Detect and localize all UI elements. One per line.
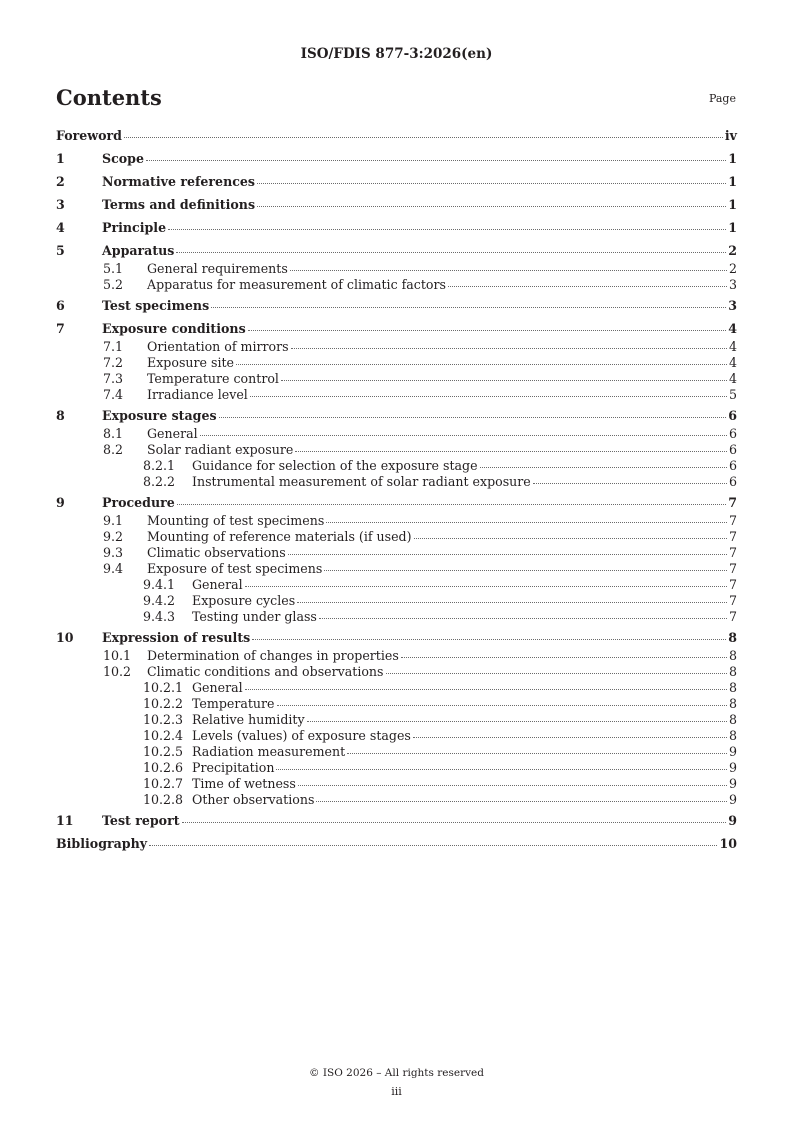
- toc-entry[interactable]: [56, 355, 737, 371]
- toc-entry[interactable]: [56, 680, 737, 696]
- toc-entry[interactable]: [56, 760, 737, 776]
- dot-leader: [252, 638, 726, 640]
- toc-entry-page: 7: [728, 561, 737, 576]
- toc-entry-number: 3: [56, 197, 65, 212]
- table-of-contents: [56, 128, 737, 854]
- toc-entry-title: Other observations: [192, 792, 315, 807]
- toc-entry-title: Mounting of test specimens: [147, 513, 325, 528]
- toc-entry-title: Scope: [102, 151, 144, 166]
- toc-entry-page: 8: [728, 664, 737, 679]
- toc-entry-title: Expression of results: [102, 630, 251, 645]
- toc-entry-page: 4: [728, 339, 737, 354]
- dot-leader: [401, 656, 727, 658]
- dot-leader: [288, 553, 727, 555]
- toc-entry-page: 1: [728, 197, 737, 212]
- toc-entry-number: 7.1: [103, 339, 124, 354]
- toc-entry-title: Procedure: [102, 495, 175, 510]
- toc-entry-number: 8.2: [103, 442, 124, 457]
- dot-leader: [257, 182, 726, 184]
- toc-entry-number: 5.1: [103, 261, 124, 276]
- toc-entry-number: 4: [56, 220, 65, 235]
- toc-entry-number: 5.2: [103, 277, 124, 292]
- toc-entry-page: 7: [728, 513, 737, 528]
- toc-entry-page: 9: [728, 744, 737, 759]
- toc-entry-page: 7: [728, 577, 737, 592]
- toc-entry-title: Exposure of test specimens: [147, 561, 323, 576]
- toc-entry-number: 9.1: [103, 513, 124, 528]
- toc-entry-number: 10.2.7: [143, 776, 184, 791]
- dot-leader: [219, 416, 727, 418]
- toc-entry-title: Apparatus: [102, 243, 175, 258]
- toc-entry-title: Solar radiant exposure: [147, 442, 294, 457]
- toc-entry[interactable]: [56, 630, 737, 648]
- toc-entry-title: Test specimens: [102, 298, 210, 313]
- toc-entry[interactable]: [56, 151, 737, 169]
- toc-entry-page: 1: [728, 220, 737, 235]
- toc-entry[interactable]: [56, 339, 737, 355]
- dot-leader: [281, 379, 727, 381]
- page-title: Contents: [56, 85, 162, 110]
- toc-entry-title: Principle: [102, 220, 167, 235]
- toc-entry-number: 10.2.1: [143, 680, 184, 695]
- toc-entry-number: 10.2.3: [143, 712, 184, 727]
- toc-entry-title: General: [147, 426, 198, 441]
- toc-entry[interactable]: [56, 458, 737, 474]
- toc-entry-page: 2: [728, 243, 737, 258]
- dot-leader: [307, 720, 727, 722]
- toc-entry-number: 9: [56, 495, 65, 510]
- toc-entry-page: 7: [728, 495, 737, 510]
- dot-leader: [149, 844, 717, 846]
- toc-entry-title: Temperature: [192, 696, 275, 711]
- toc-entry-page: 4: [728, 371, 737, 386]
- toc-entry[interactable]: [56, 593, 737, 609]
- toc-entry[interactable]: [56, 321, 737, 339]
- toc-entry-number: 8.1: [103, 426, 124, 441]
- toc-entry-number: 9.4: [103, 561, 124, 576]
- dot-leader: [250, 395, 727, 397]
- toc-entry[interactable]: [56, 408, 737, 426]
- toc-entry-number: 11: [56, 813, 74, 828]
- dot-leader: [295, 450, 727, 452]
- toc-entry-page: 6: [728, 426, 737, 441]
- toc-entry-number: 9.2: [103, 529, 124, 544]
- toc-entry-title: Determination of changes in properties: [147, 648, 399, 663]
- toc-entry-number: 10.2.8: [143, 792, 184, 807]
- toc-entry-page: 9: [728, 776, 737, 791]
- toc-entry[interactable]: [56, 261, 737, 277]
- toc-entry-page: 8: [728, 712, 737, 727]
- toc-entry-page: 4: [728, 321, 737, 336]
- toc-entry-title: Temperature control: [147, 371, 279, 386]
- dot-leader: [248, 329, 727, 331]
- dot-leader: [414, 537, 727, 539]
- toc-entry-title: Levels (values) of exposure stages: [192, 728, 411, 743]
- toc-entry[interactable]: [56, 174, 737, 192]
- toc-entry-page: 6: [728, 458, 737, 473]
- dot-leader: [319, 617, 727, 619]
- toc-entry[interactable]: [56, 474, 737, 490]
- toc-entry-page: 5: [728, 387, 737, 402]
- toc-entry-title: Irradiance level: [147, 387, 248, 402]
- toc-entry-page: 3: [728, 277, 737, 292]
- toc-entry[interactable]: [56, 387, 737, 403]
- toc-entry-number: 10.2: [103, 664, 132, 679]
- toc-entry-page: 7: [728, 609, 737, 624]
- toc-entry-page: 7: [728, 545, 737, 560]
- toc-entry[interactable]: [56, 277, 737, 293]
- toc-entry-number: 2: [56, 174, 65, 189]
- toc-entry-number: 9.4.1: [143, 577, 176, 592]
- toc-entry-number: 7.4: [103, 387, 124, 402]
- toc-entry[interactable]: [56, 648, 737, 664]
- dot-leader: [277, 704, 727, 706]
- toc-entry-number: 7.3: [103, 371, 124, 386]
- toc-entry[interactable]: [56, 243, 737, 261]
- toc-entry-page: 8: [728, 680, 737, 695]
- toc-entry[interactable]: [56, 696, 737, 712]
- dot-leader: [297, 601, 727, 603]
- toc-entry-title: Mounting of reference materials (if used): [147, 529, 412, 544]
- dot-leader: [257, 205, 726, 207]
- toc-entry[interactable]: [56, 577, 737, 593]
- dot-leader: [276, 768, 727, 770]
- toc-entry-number: 8.2.2: [143, 474, 176, 489]
- toc-entry-number: 8.2.1: [143, 458, 176, 473]
- dot-leader: [448, 285, 727, 287]
- toc-entry-title: Orientation of mirrors: [147, 339, 289, 354]
- toc-entry-number: 6: [56, 298, 65, 313]
- toc-entry-page: 3: [728, 298, 737, 313]
- toc-entry-title: Terms and definitions: [102, 197, 256, 212]
- toc-entry-title: Foreword: [56, 128, 122, 143]
- toc-entry-title: Bibliography: [56, 836, 148, 851]
- toc-entry-number: 7: [56, 321, 65, 336]
- document-header: ISO/FDIS 877-3:2026(en): [300, 46, 493, 62]
- dot-leader: [347, 752, 727, 754]
- toc-entry[interactable]: [56, 298, 737, 316]
- toc-entry-page: 6: [728, 442, 737, 457]
- dot-leader: [326, 521, 727, 523]
- toc-entry[interactable]: [56, 813, 737, 831]
- toc-entry[interactable]: [56, 776, 737, 792]
- toc-entry-title: General requirements: [147, 261, 288, 276]
- toc-entry-title: Climatic observations: [147, 545, 286, 560]
- toc-entry-title: Relative humidity: [192, 712, 305, 727]
- toc-entry[interactable]: [56, 664, 737, 680]
- toc-entry[interactable]: [56, 529, 737, 545]
- toc-entry-page: 8: [728, 696, 737, 711]
- toc-entry-title: Radiation measurement: [192, 744, 346, 759]
- dot-leader: [124, 136, 723, 138]
- toc-entry-title: Exposure stages: [102, 408, 217, 423]
- toc-entry-title: Normative references: [102, 174, 256, 189]
- toc-entry-page: 10: [719, 836, 737, 851]
- dot-leader: [177, 503, 726, 505]
- toc-entry[interactable]: [56, 545, 737, 561]
- toc-entry-number: 10: [56, 630, 74, 645]
- toc-entry-title: Time of wetness: [192, 776, 296, 791]
- dot-leader: [291, 347, 727, 349]
- dot-leader: [245, 688, 727, 690]
- toc-entry-number: 9.3: [103, 545, 124, 560]
- toc-entry-number: 5: [56, 243, 65, 258]
- toc-entry-page: 6: [728, 474, 737, 489]
- toc-entry-page: 1: [728, 151, 737, 166]
- toc-entry-title: Test report: [102, 813, 180, 828]
- dot-leader: [316, 800, 727, 802]
- toc-entry[interactable]: [56, 128, 737, 146]
- dot-leader: [176, 251, 726, 253]
- toc-entry[interactable]: [56, 442, 737, 458]
- toc-entry-number: 1: [56, 151, 65, 166]
- toc-entry-title: General: [192, 577, 243, 592]
- toc-entry-number: 10.2.2: [143, 696, 184, 711]
- toc-entry-title: General: [192, 680, 243, 695]
- toc-entry-page: 2: [728, 261, 737, 276]
- toc-entry-page: 9: [728, 813, 737, 828]
- toc-entry-page: iv: [724, 128, 737, 143]
- toc-entry-number: 8: [56, 408, 65, 423]
- toc-entry[interactable]: [56, 728, 737, 744]
- toc-entry[interactable]: [56, 426, 737, 442]
- dot-leader: [182, 821, 727, 823]
- toc-entry[interactable]: [56, 836, 737, 854]
- dot-leader: [245, 585, 727, 587]
- dot-leader: [480, 466, 727, 468]
- toc-entry[interactable]: [56, 197, 737, 215]
- dot-leader: [168, 228, 726, 230]
- page-column-label: Page: [708, 92, 736, 105]
- toc-entry-title: Exposure conditions: [102, 321, 246, 336]
- page-number: iii: [391, 1085, 402, 1098]
- toc-entry-page: 8: [728, 728, 737, 743]
- toc-entry-page: 7: [728, 593, 737, 608]
- toc-entry-number: 7.2: [103, 355, 124, 370]
- dot-leader: [324, 569, 727, 571]
- toc-entry[interactable]: [56, 371, 737, 387]
- toc-entry-page: 7: [728, 529, 737, 544]
- dot-leader: [386, 672, 727, 674]
- toc-entry-title: Guidance for selection of the exposure stage: [192, 458, 478, 473]
- toc-entry[interactable]: [56, 712, 737, 728]
- toc-entry-page: 6: [728, 408, 737, 423]
- toc-entry[interactable]: [56, 561, 737, 577]
- toc-entry[interactable]: [56, 744, 737, 760]
- toc-entry-title: Apparatus for measurement of climatic factors: [147, 277, 446, 292]
- dot-leader: [413, 736, 727, 738]
- toc-entry-number: 9.4.2: [143, 593, 176, 608]
- toc-entry-page: 9: [728, 760, 737, 775]
- toc-entry[interactable]: [56, 220, 737, 238]
- toc-entry-title: Exposure cycles: [192, 593, 296, 608]
- dot-leader: [200, 434, 727, 436]
- toc-entry-page: 8: [728, 630, 737, 645]
- toc-entry-title: Instrumental measurement of solar radiant exposure: [192, 474, 531, 489]
- toc-entry-number: 10.2.6: [143, 760, 184, 775]
- dot-leader: [146, 159, 726, 161]
- toc-entry[interactable]: [56, 495, 737, 513]
- toc-entry-page: 8: [728, 648, 737, 663]
- toc-entry-number: 10.2.5: [143, 744, 184, 759]
- dot-leader: [236, 363, 727, 365]
- toc-entry[interactable]: [56, 609, 737, 625]
- toc-entry-page: 1: [728, 174, 737, 189]
- toc-entry-title: Precipitation: [192, 760, 275, 775]
- toc-entry[interactable]: [56, 513, 737, 529]
- dot-leader: [211, 306, 726, 308]
- toc-entry-page: 4: [728, 355, 737, 370]
- toc-entry-page: 9: [728, 792, 737, 807]
- toc-entry-number: 9.4.3: [143, 609, 176, 624]
- dot-leader: [290, 269, 727, 271]
- dot-leader: [298, 784, 727, 786]
- dot-leader: [533, 482, 727, 484]
- toc-entry-title: Testing under glass: [192, 609, 317, 624]
- toc-entry-title: Exposure site: [147, 355, 234, 370]
- toc-entry[interactable]: [56, 792, 737, 808]
- toc-entry-number: 10.1: [103, 648, 132, 663]
- copyright-notice: © ISO 2026 – All rights reserved: [309, 1067, 484, 1079]
- toc-entry-title: Climatic conditions and observations: [147, 664, 384, 679]
- toc-entry-number: 10.2.4: [143, 728, 184, 743]
